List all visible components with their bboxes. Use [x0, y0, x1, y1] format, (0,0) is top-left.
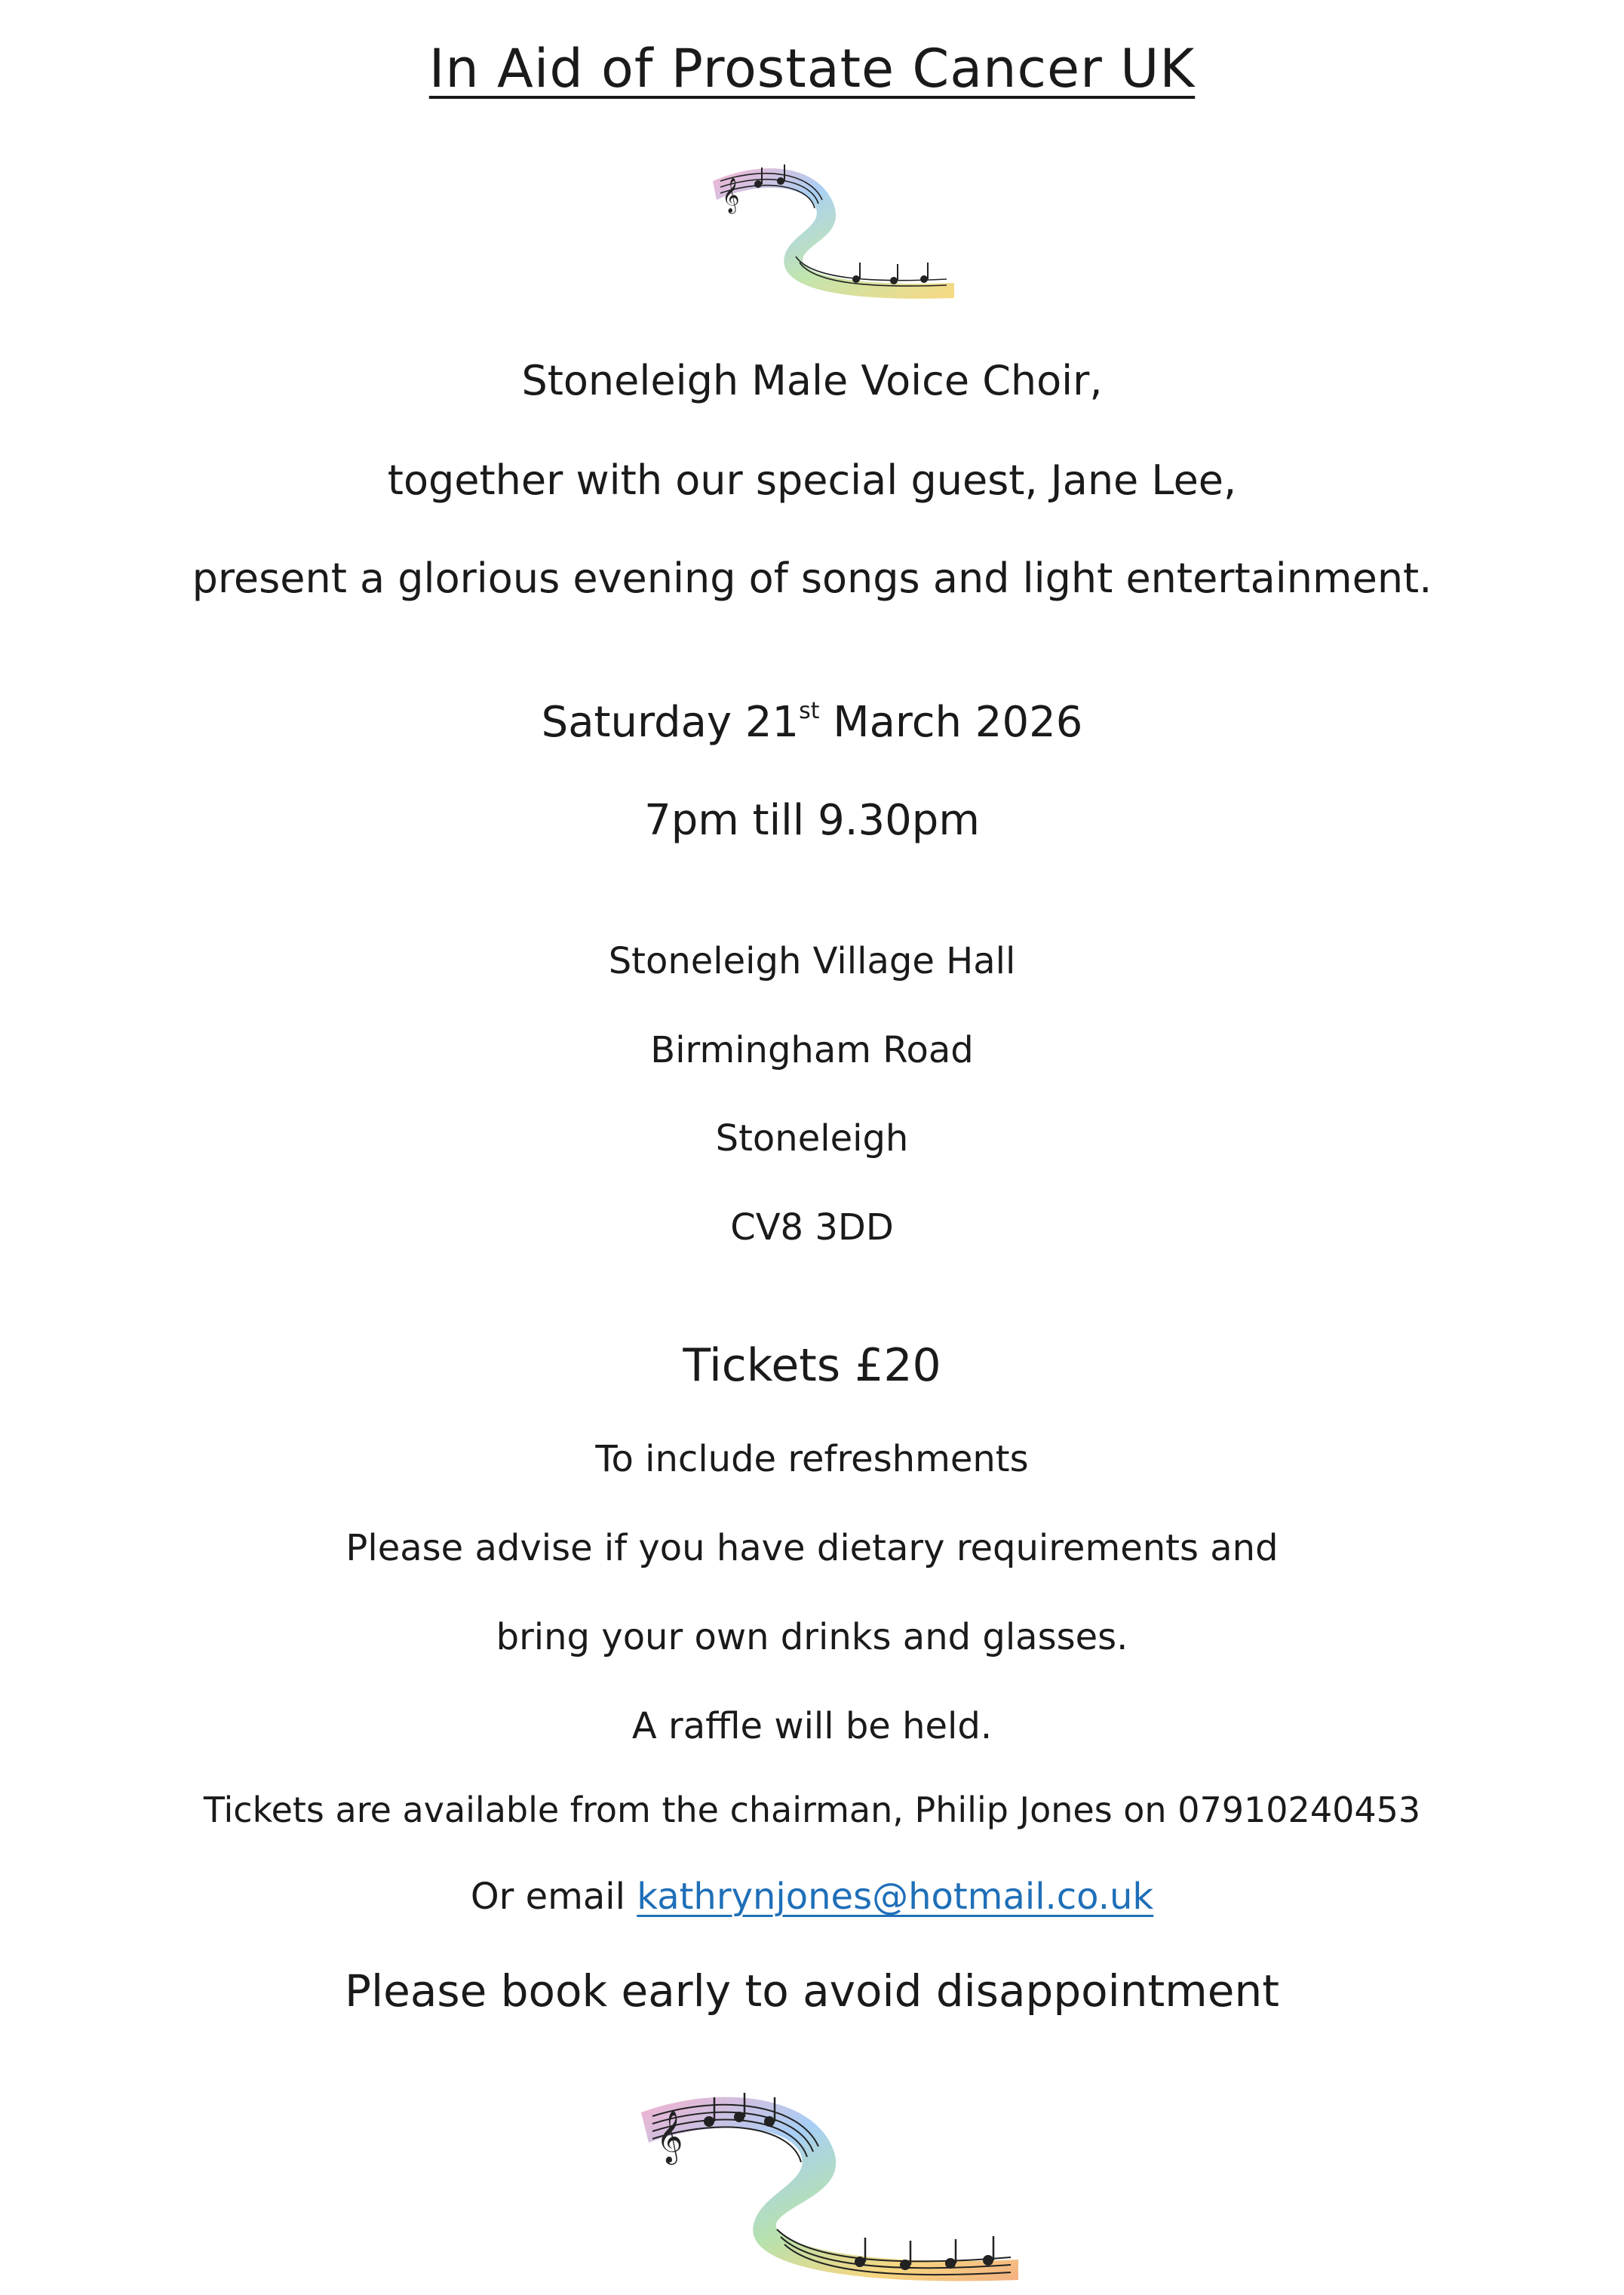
- venue-postcode: CV8 3DD: [730, 1206, 894, 1249]
- svg-text:𝄞: 𝄞: [722, 178, 740, 213]
- svg-text:𝄞: 𝄞: [656, 2110, 683, 2163]
- event-time: 7pm till 9.30pm: [644, 796, 980, 845]
- event-date-month-year: March 2026: [819, 698, 1083, 747]
- intro-line-guest: together with our special guest, Jane Lee,: [387, 456, 1237, 504]
- ticket-info-contact: Tickets are available from the chairman, Philip Jones on 07910240453: [203, 1790, 1421, 1830]
- ticket-price: Tickets £20: [683, 1339, 941, 1392]
- closing-note: Please book early to avoid disappointment: [345, 1965, 1279, 2017]
- venue-street: Birmingham Road: [650, 1029, 974, 1071]
- ticket-info-dietary: Please advise if you have dietary requirements and: [345, 1527, 1279, 1569]
- venue-town: Stoneleigh: [715, 1117, 909, 1160]
- email-link[interactable]: kathrynjones@hotmail.co.uk: [637, 1876, 1154, 1918]
- event-date: [0, 698, 1624, 747]
- ticket-info-email: [0, 1876, 1624, 1918]
- event-date-ordinal: st: [799, 698, 820, 725]
- intro-line-description: present a glorious evening of songs and light entertainment.: [192, 555, 1432, 602]
- ticket-info-refreshments: To include refreshments: [595, 1438, 1029, 1480]
- ticket-info-drinks: bring your own drinks and glasses.: [496, 1616, 1128, 1658]
- ticket-info-raffle: A raffle will be held.: [631, 1705, 993, 1747]
- page-title-text: In Aid of Prostate Cancer UK: [428, 38, 1196, 100]
- music-notes-icon: [634, 2082, 1026, 2286]
- venue-name: Stoneleigh Village Hall: [608, 940, 1016, 982]
- event-date-day: Saturday 21: [541, 698, 800, 747]
- music-notes-icon: [705, 158, 962, 302]
- intro-line-choir: Stoneleigh Male Voice Choir,: [521, 357, 1103, 404]
- email-prefix: Or email: [470, 1876, 637, 1918]
- page-title: [0, 38, 1624, 100]
